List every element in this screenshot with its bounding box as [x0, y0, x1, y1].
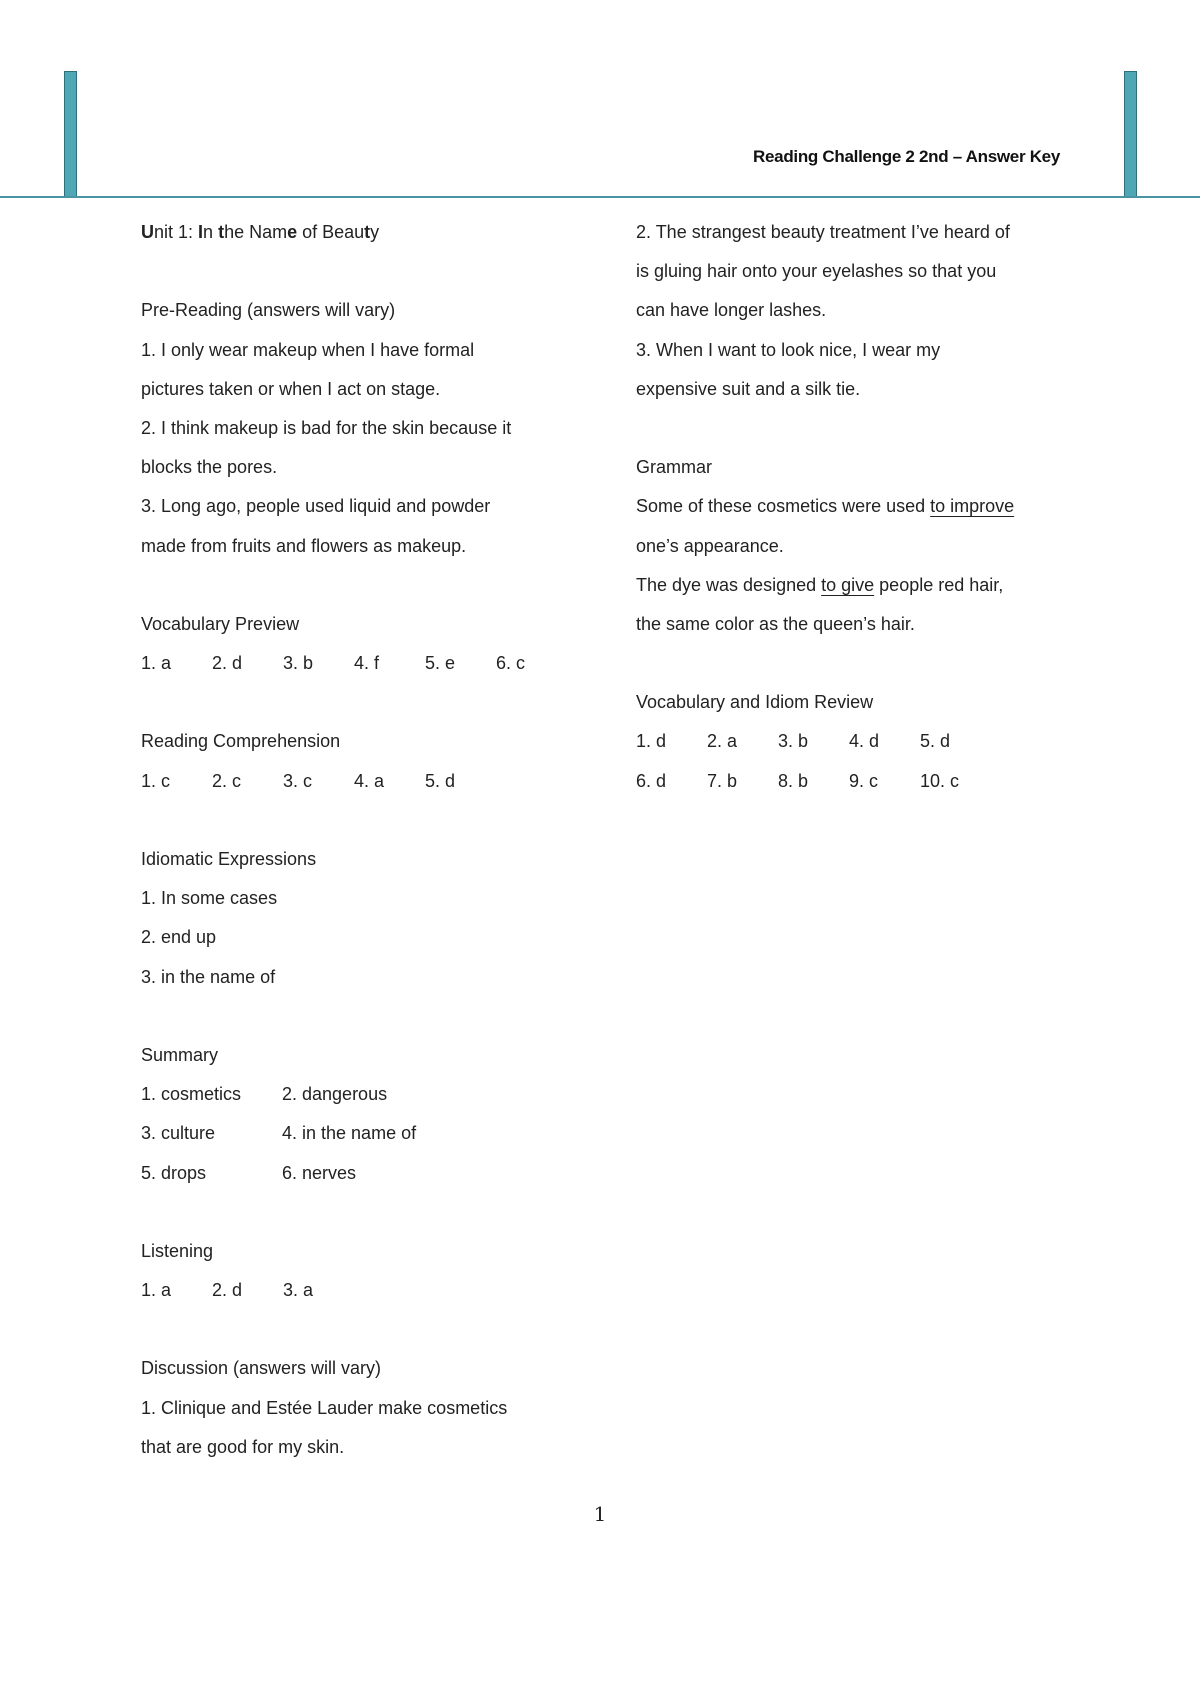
answer: 8. b	[778, 770, 809, 791]
summary-row	[141, 1075, 581, 1114]
grammar-heading: Grammar	[636, 457, 712, 478]
discussion-line: that are good for my skin.	[141, 1436, 345, 1457]
answer: 3. c	[283, 770, 313, 791]
header-title: Reading Challenge 2 2nd – Answer Key	[753, 147, 1060, 166]
answer: 6. c	[496, 653, 526, 674]
answer: 1. c	[141, 770, 171, 791]
vocab-idiom-review-row	[636, 762, 1076, 801]
left-accent-bar	[64, 71, 77, 198]
vocab-idiom-review-heading: Vocabulary and Idiom Review	[636, 692, 874, 713]
answer: 5. e	[425, 653, 456, 674]
right-column	[636, 213, 1076, 801]
reading-comprehension-heading: Reading Comprehension	[141, 731, 341, 752]
answer: 5. d	[920, 731, 951, 752]
unit-title: Unit 1: In the Name of Beauty	[141, 222, 380, 242]
left-column	[141, 213, 581, 1467]
summary-heading: Summary	[141, 1044, 219, 1065]
discussion-line: 2. The strangest beauty treatment I’ve heard of	[636, 222, 1010, 242]
answer: 1. cosmetics	[141, 1084, 242, 1105]
answer: 6. nerves	[282, 1162, 357, 1183]
answer: 2. d	[212, 653, 243, 674]
pre-reading-line: 3. Long ago, people used liquid and powder	[141, 496, 491, 517]
answer: 2. dangerous	[282, 1084, 388, 1105]
page-number: 1	[593, 1502, 607, 1526]
answer: 3. b	[283, 653, 314, 674]
underlined-phrase: to give	[821, 574, 875, 595]
grammar-sentence: The dye was designed to give people red hair,	[636, 574, 1004, 595]
answer: 5. drops	[141, 1162, 207, 1183]
answer: 1. d	[636, 731, 667, 752]
answer: 5. d	[425, 770, 456, 791]
answer: 1. a	[141, 1280, 172, 1301]
discussion-line: can have longer lashes.	[636, 300, 827, 321]
pre-reading-line: pictures taken or when I act on stage.	[141, 378, 441, 399]
reading-comprehension-answers	[141, 762, 581, 801]
answer: 4. d	[849, 731, 880, 752]
underlined-phrase: to improve	[930, 496, 1015, 517]
summary-row	[141, 1114, 581, 1153]
header-rule	[0, 196, 1200, 198]
pre-reading-line: blocks the pores.	[141, 457, 278, 478]
answer: 6. d	[636, 770, 667, 791]
grammar-sentence-cont: the same color as the queen’s hair.	[636, 613, 915, 634]
discussion-line: is gluing hair onto your eyelashes so that you	[636, 261, 997, 282]
idiom-answer: 2. end up	[141, 927, 217, 948]
answer: 4. a	[354, 770, 385, 791]
pre-reading-line: 2. I think makeup is bad for the skin because it	[141, 417, 512, 438]
vocabulary-preview-heading: Vocabulary Preview	[141, 613, 300, 634]
vocabulary-preview-answers	[141, 644, 581, 683]
discussion-line: expensive suit and a silk tie.	[636, 378, 861, 399]
discussion-heading: Discussion (answers will vary)	[141, 1358, 382, 1379]
summary-row	[141, 1154, 581, 1193]
answer: 3. culture	[141, 1123, 216, 1144]
idiom-answer: 1. In some cases	[141, 888, 278, 909]
answer: 7. b	[707, 770, 738, 791]
answer: 2. c	[212, 770, 242, 791]
answer: 10. c	[920, 770, 960, 791]
answer: 9. c	[849, 770, 879, 791]
pre-reading-line: 1. I only wear makeup when I have formal	[141, 339, 475, 360]
idiomatic-expressions-heading: Idiomatic Expressions	[141, 849, 317, 869]
grammar-sentence-cont: one’s appearance.	[636, 535, 784, 556]
discussion-line: 1. Clinique and Estée Lauder make cosmetics	[141, 1397, 508, 1418]
pre-reading-heading: Pre-Reading (answers will vary)	[141, 300, 396, 321]
right-accent-bar	[1124, 71, 1137, 198]
grammar-sentence: Some of these cosmetics were used to improve	[636, 496, 1015, 517]
pre-reading-line: made from fruits and flowers as makeup.	[141, 535, 467, 556]
discussion-line: 3. When I want to look nice, I wear my	[636, 339, 941, 360]
answer: 3. b	[778, 731, 809, 752]
listening-heading: Listening	[141, 1240, 214, 1261]
answer: 4. f	[354, 653, 380, 674]
listening-answers	[141, 1271, 581, 1310]
answer: 3. a	[283, 1280, 314, 1301]
answer: 1. a	[141, 653, 172, 674]
vocab-idiom-review-row	[636, 722, 1076, 761]
answer: 2. d	[212, 1280, 243, 1301]
answer: 2. a	[707, 731, 738, 752]
answer: 4. in the name of	[282, 1123, 417, 1144]
idiom-answer: 3. in the name of	[141, 966, 276, 987]
